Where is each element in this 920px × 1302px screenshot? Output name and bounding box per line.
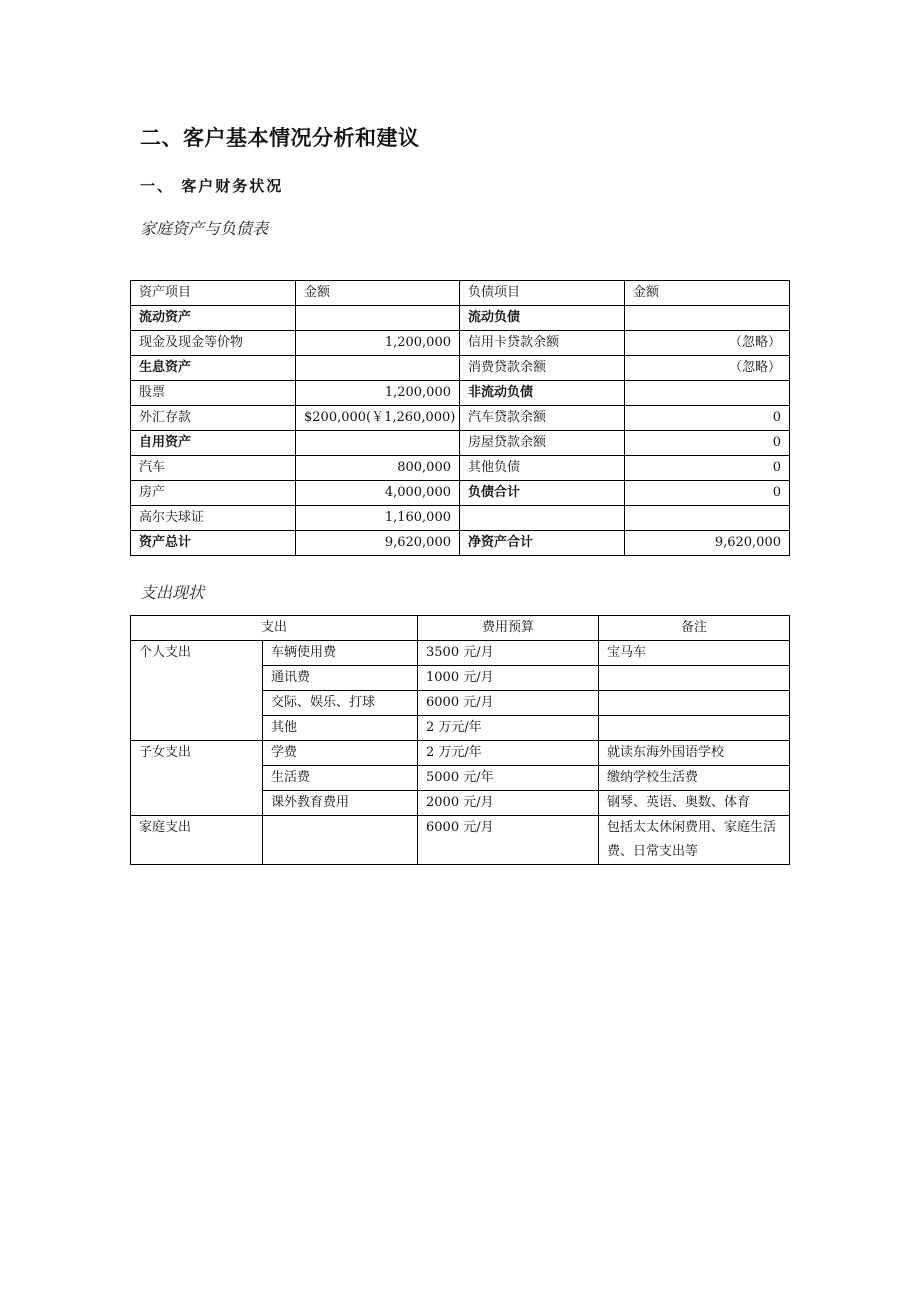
table-row xyxy=(131,816,790,865)
liability-label: 非流动负债 xyxy=(460,381,625,406)
liability-label: 负债合计 xyxy=(460,481,625,506)
expenses-caption: 支出现状 xyxy=(140,583,205,602)
asset-label: 高尔夫球证 xyxy=(131,506,296,531)
header-cell: 支出 xyxy=(131,616,418,641)
expense-budget: 6000 元/月 xyxy=(418,816,599,865)
balance-sheet-table xyxy=(130,280,790,556)
liability-label xyxy=(460,506,625,531)
table-row xyxy=(131,431,790,456)
expense-budget: 2 万元/年 xyxy=(418,741,599,766)
expense-item: 学费 xyxy=(263,741,418,766)
expense-item: 课外教育费用 xyxy=(263,791,418,816)
expense-note: 缴纳学校生活费 xyxy=(599,766,790,791)
expense-item xyxy=(263,816,418,865)
table-row xyxy=(131,406,790,431)
liability-amount: （忽略） xyxy=(625,331,790,356)
asset-amount: 4,000,000 xyxy=(296,481,460,506)
asset-label: 生息资产 xyxy=(131,356,296,381)
section-title: 一、 客户财务状况 xyxy=(140,177,284,195)
asset-label: 房产 xyxy=(131,481,296,506)
asset-amount: 800,000 xyxy=(296,456,460,481)
expenses-table xyxy=(130,615,790,865)
liability-label: 信用卡贷款余额 xyxy=(460,331,625,356)
page-title: 二、客户基本情况分析和建议 xyxy=(140,126,420,150)
asset-label: 资产总计 xyxy=(131,531,296,556)
header-cell: 负债项目 xyxy=(460,281,625,306)
table-row xyxy=(131,506,790,531)
liability-label: 净资产合计 xyxy=(460,531,625,556)
asset-label: 股票 xyxy=(131,381,296,406)
asset-label: 外汇存款 xyxy=(131,406,296,431)
expense-group-label: 子女支出 xyxy=(131,741,263,816)
table-row xyxy=(131,531,790,556)
expense-note xyxy=(599,716,790,741)
expense-budget: 3500 元/月 xyxy=(418,641,599,666)
asset-amount xyxy=(296,306,460,331)
header-cell: 金额 xyxy=(625,281,790,306)
asset-label: 自用资产 xyxy=(131,431,296,456)
expense-budget: 2000 元/月 xyxy=(418,791,599,816)
liability-amount: 0 xyxy=(625,406,790,431)
expense-group-label: 个人支出 xyxy=(131,641,263,741)
table-header-row xyxy=(131,281,790,306)
table-row xyxy=(131,381,790,406)
expense-item: 车辆使用费 xyxy=(263,641,418,666)
expense-budget: 1000 元/月 xyxy=(418,666,599,691)
liability-label: 汽车贷款余额 xyxy=(460,406,625,431)
asset-amount xyxy=(296,356,460,381)
liability-amount xyxy=(625,381,790,406)
expense-item: 生活费 xyxy=(263,766,418,791)
expense-item: 交际、娱乐、打球 xyxy=(263,691,418,716)
expense-note xyxy=(599,666,790,691)
expense-note xyxy=(599,691,790,716)
table-row xyxy=(131,306,790,331)
liability-amount xyxy=(625,506,790,531)
expense-item: 其他 xyxy=(263,716,418,741)
asset-amount: 1,200,000 xyxy=(296,381,460,406)
asset-amount: 1,200,000 xyxy=(296,331,460,356)
table-row xyxy=(131,481,790,506)
expense-budget: 6000 元/月 xyxy=(418,691,599,716)
liability-amount xyxy=(625,306,790,331)
liability-label: 其他负债 xyxy=(460,456,625,481)
liability-label: 房屋贷款余额 xyxy=(460,431,625,456)
expense-item: 通讯费 xyxy=(263,666,418,691)
liability-amount: 0 xyxy=(625,481,790,506)
table-header-row xyxy=(131,616,790,641)
expense-budget: 2 万元/年 xyxy=(418,716,599,741)
header-cell: 资产项目 xyxy=(131,281,296,306)
liability-label: 消费贷款余额 xyxy=(460,356,625,381)
table-row xyxy=(131,356,790,381)
asset-amount: 9,620,000 xyxy=(296,531,460,556)
liability-amount: （忽略） xyxy=(625,356,790,381)
expense-note: 钢琴、英语、奥数、体育 xyxy=(599,791,790,816)
header-cell: 费用预算 xyxy=(418,616,599,641)
liability-amount: 0 xyxy=(625,431,790,456)
asset-amount xyxy=(296,431,460,456)
table-row xyxy=(131,331,790,356)
expense-note: 宝马车 xyxy=(599,641,790,666)
liability-amount: 0 xyxy=(625,456,790,481)
expense-note: 包括太太休闲费用、家庭生活费、日常支出等 xyxy=(599,816,790,865)
balance-sheet-caption: 家庭资产与负债表 xyxy=(140,219,269,238)
expense-budget: 5000 元/年 xyxy=(418,766,599,791)
header-cell: 备注 xyxy=(599,616,790,641)
table-row xyxy=(131,456,790,481)
asset-amount: 1,160,000 xyxy=(296,506,460,531)
asset-amount: $200,000(￥1,260,000) xyxy=(296,406,460,431)
asset-label: 流动资产 xyxy=(131,306,296,331)
table-row xyxy=(131,641,790,666)
liability-amount: 9,620,000 xyxy=(625,531,790,556)
table-row xyxy=(131,741,790,766)
liability-label: 流动负债 xyxy=(460,306,625,331)
asset-label: 现金及现金等价物 xyxy=(131,331,296,356)
expense-group-label: 家庭支出 xyxy=(131,816,263,865)
header-cell: 金额 xyxy=(296,281,460,306)
expense-note: 就读东海外国语学校 xyxy=(599,741,790,766)
asset-label: 汽车 xyxy=(131,456,296,481)
